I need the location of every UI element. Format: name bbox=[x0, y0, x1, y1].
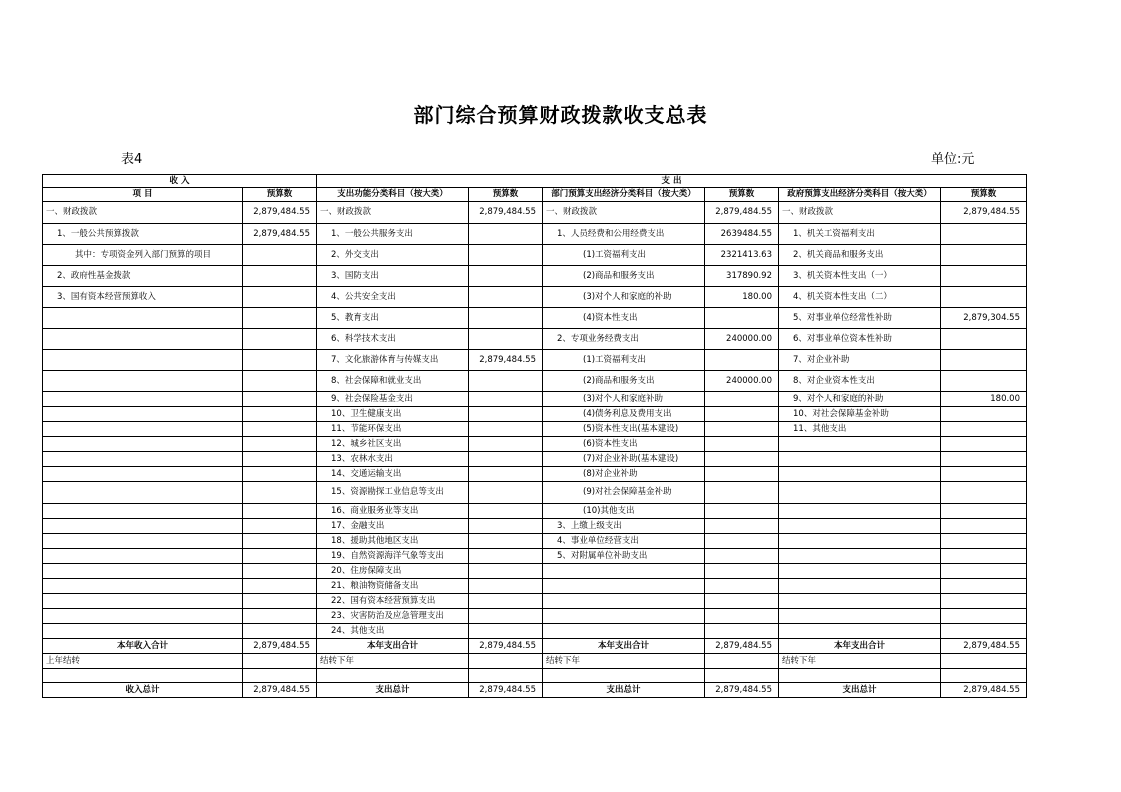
item-cell: 5、教育支出 bbox=[317, 308, 469, 329]
amount-cell: 180.00 bbox=[705, 287, 779, 308]
item-cell: 一、财政拨款 bbox=[779, 202, 941, 224]
amount-cell bbox=[469, 308, 543, 329]
amount-cell bbox=[243, 350, 317, 371]
page-title: 部门综合预算财政拨款收支总表 bbox=[413, 103, 708, 127]
amount-cell bbox=[469, 371, 543, 392]
item-cell: 10、卫生健康支出 bbox=[317, 407, 469, 422]
item-cell: 20、住房保障支出 bbox=[317, 564, 469, 579]
item-cell bbox=[43, 579, 243, 594]
item-cell: (4)债务利息及费用支出 bbox=[543, 407, 705, 422]
table-row bbox=[43, 287, 1027, 308]
item-cell bbox=[543, 669, 705, 683]
income-header: 收 入 bbox=[43, 175, 317, 188]
item-cell: 18、援助其他地区支出 bbox=[317, 534, 469, 549]
item-cell bbox=[543, 624, 705, 639]
item-cell: 14、交通运输支出 bbox=[317, 467, 469, 482]
amount-cell bbox=[469, 329, 543, 350]
item-cell: (7)对企业补助(基本建设) bbox=[543, 452, 705, 467]
item-cell: 11、节能环保支出 bbox=[317, 422, 469, 437]
amount-cell bbox=[705, 579, 779, 594]
table-row bbox=[43, 329, 1027, 350]
amount-cell bbox=[469, 245, 543, 266]
item-cell bbox=[43, 669, 243, 683]
item-cell: (3)对个人和家庭的补助 bbox=[543, 287, 705, 308]
amount-cell bbox=[243, 654, 317, 669]
amount-cell: 240000.00 bbox=[705, 371, 779, 392]
amount-cell bbox=[243, 519, 317, 534]
amount-cell: 2321413.63 bbox=[705, 245, 779, 266]
table-row bbox=[43, 669, 1027, 683]
item-cell: 8、社会保障和就业支出 bbox=[317, 371, 469, 392]
item-cell bbox=[43, 407, 243, 422]
amount-cell bbox=[705, 504, 779, 519]
amount-cell bbox=[469, 519, 543, 534]
amount-cell: 2,879,484.55 bbox=[469, 683, 543, 698]
header-row-group bbox=[43, 175, 1027, 188]
amount-cell bbox=[243, 329, 317, 350]
item-cell: 一、财政拨款 bbox=[317, 202, 469, 224]
item-cell bbox=[543, 609, 705, 624]
amount-cell: 240000.00 bbox=[705, 329, 779, 350]
item-cell: 本年支出合计 bbox=[543, 639, 705, 654]
amount-cell bbox=[705, 422, 779, 437]
amount-cell: 2,879,484.55 bbox=[469, 639, 543, 654]
amount-cell bbox=[469, 407, 543, 422]
amount-cell bbox=[705, 534, 779, 549]
column-header: 预算数 bbox=[705, 188, 779, 202]
amount-cell bbox=[469, 287, 543, 308]
amount-cell bbox=[705, 609, 779, 624]
item-cell: 17、金融支出 bbox=[317, 519, 469, 534]
item-cell: 5、对附属单位补助支出 bbox=[543, 549, 705, 564]
amount-cell bbox=[705, 549, 779, 564]
item-cell bbox=[779, 579, 941, 594]
amount-cell bbox=[941, 482, 1027, 504]
item-cell bbox=[779, 534, 941, 549]
item-cell: (4)资本性支出 bbox=[543, 308, 705, 329]
item-cell bbox=[779, 482, 941, 504]
amount-cell bbox=[941, 224, 1027, 245]
amount-cell bbox=[469, 266, 543, 287]
item-cell: 23、灾害防治及应急管理支出 bbox=[317, 609, 469, 624]
item-cell: 收入总计 bbox=[43, 683, 243, 698]
amount-cell bbox=[469, 482, 543, 504]
item-cell bbox=[43, 564, 243, 579]
amount-cell bbox=[705, 407, 779, 422]
amount-cell bbox=[705, 519, 779, 534]
table-row bbox=[43, 245, 1027, 266]
amount-cell: 2,879,304.55 bbox=[941, 308, 1027, 329]
amount-cell: 2,879,484.55 bbox=[705, 639, 779, 654]
item-cell: 结转下年 bbox=[779, 654, 941, 669]
item-cell: (1)工资福利支出 bbox=[543, 350, 705, 371]
amount-cell bbox=[243, 392, 317, 407]
amount-cell bbox=[941, 287, 1027, 308]
item-cell: (3)对个人和家庭补助 bbox=[543, 392, 705, 407]
table-row bbox=[43, 683, 1027, 698]
amount-cell bbox=[941, 519, 1027, 534]
item-cell bbox=[43, 392, 243, 407]
amount-cell bbox=[243, 549, 317, 564]
item-cell bbox=[43, 519, 243, 534]
amount-cell bbox=[941, 534, 1027, 549]
table-row bbox=[43, 549, 1027, 564]
item-cell: 结转下年 bbox=[543, 654, 705, 669]
item-cell: (1)工资福利支出 bbox=[543, 245, 705, 266]
amount-cell bbox=[941, 266, 1027, 287]
amount-cell bbox=[469, 467, 543, 482]
table-row bbox=[43, 624, 1027, 639]
amount-cell bbox=[941, 594, 1027, 609]
item-cell: 本年支出合计 bbox=[779, 639, 941, 654]
item-cell: 本年收入合计 bbox=[43, 639, 243, 654]
column-header: 预算数 bbox=[941, 188, 1027, 202]
table-row bbox=[43, 266, 1027, 287]
item-cell: 3、机关资本性支出（一） bbox=[779, 266, 941, 287]
item-cell bbox=[43, 422, 243, 437]
amount-cell bbox=[941, 422, 1027, 437]
table-row bbox=[43, 519, 1027, 534]
amount-cell bbox=[941, 329, 1027, 350]
item-cell: 3、国防支出 bbox=[317, 266, 469, 287]
amount-cell bbox=[941, 549, 1027, 564]
table-row bbox=[43, 564, 1027, 579]
item-cell: (2)商品和服务支出 bbox=[543, 266, 705, 287]
item-cell bbox=[779, 624, 941, 639]
table-row bbox=[43, 422, 1027, 437]
amount-cell bbox=[941, 609, 1027, 624]
item-cell bbox=[43, 371, 243, 392]
item-cell: (10)其他支出 bbox=[543, 504, 705, 519]
table-row bbox=[43, 371, 1027, 392]
amount-cell bbox=[705, 467, 779, 482]
amount-cell: 180.00 bbox=[941, 392, 1027, 407]
item-cell: 4、事业单位经营支出 bbox=[543, 534, 705, 549]
column-header: 项 目 bbox=[43, 188, 243, 202]
amount-cell bbox=[941, 579, 1027, 594]
amount-cell bbox=[941, 504, 1027, 519]
item-cell bbox=[779, 519, 941, 534]
item-cell: 2、专项业务经费支出 bbox=[543, 329, 705, 350]
table-row bbox=[43, 467, 1027, 482]
column-header: 政府预算支出经济分类科目（按大类） bbox=[779, 188, 941, 202]
amount-cell bbox=[469, 549, 543, 564]
amount-cell bbox=[243, 467, 317, 482]
amount-cell bbox=[941, 467, 1027, 482]
amount-cell: 2,879,484.55 bbox=[243, 202, 317, 224]
item-cell: 1、一般公共预算拨款 bbox=[43, 224, 243, 245]
item-cell bbox=[779, 467, 941, 482]
amount-cell bbox=[469, 437, 543, 452]
amount-cell bbox=[243, 564, 317, 579]
amount-cell: 2639484.55 bbox=[705, 224, 779, 245]
table-row bbox=[43, 224, 1027, 245]
amount-cell bbox=[243, 482, 317, 504]
item-cell: 7、对企业补助 bbox=[779, 350, 941, 371]
item-cell: 2、机关商品和服务支出 bbox=[779, 245, 941, 266]
item-cell: 12、城乡社区支出 bbox=[317, 437, 469, 452]
table-row bbox=[43, 452, 1027, 467]
item-cell: 2、外交支出 bbox=[317, 245, 469, 266]
item-cell: 本年支出合计 bbox=[317, 639, 469, 654]
item-cell bbox=[43, 329, 243, 350]
item-cell: (9)对社会保障基金补助 bbox=[543, 482, 705, 504]
item-cell: 一、财政拨款 bbox=[543, 202, 705, 224]
item-cell: 22、国有资本经营预算支出 bbox=[317, 594, 469, 609]
column-header: 支出功能分类科目（按大类） bbox=[317, 188, 469, 202]
amount-cell bbox=[941, 452, 1027, 467]
amount-cell bbox=[243, 534, 317, 549]
amount-cell bbox=[243, 437, 317, 452]
amount-cell bbox=[705, 594, 779, 609]
item-cell: 1、机关工资福利支出 bbox=[779, 224, 941, 245]
amount-cell bbox=[705, 452, 779, 467]
amount-cell bbox=[469, 224, 543, 245]
amount-cell bbox=[705, 308, 779, 329]
amount-cell bbox=[705, 392, 779, 407]
amount-cell bbox=[941, 437, 1027, 452]
amount-cell bbox=[941, 624, 1027, 639]
item-cell: 1、人员经费和公用经费支出 bbox=[543, 224, 705, 245]
item-cell: 支出总计 bbox=[543, 683, 705, 698]
column-header: 预算数 bbox=[469, 188, 543, 202]
amount-cell: 2,879,484.55 bbox=[705, 202, 779, 224]
item-cell: 支出总计 bbox=[317, 683, 469, 698]
item-cell: 2、政府性基金拨款 bbox=[43, 266, 243, 287]
amount-cell bbox=[705, 624, 779, 639]
item-cell: 16、商业服务业等支出 bbox=[317, 504, 469, 519]
item-cell bbox=[779, 549, 941, 564]
item-cell: 21、粮油物资储备支出 bbox=[317, 579, 469, 594]
table-row bbox=[43, 202, 1027, 224]
item-cell: 支出总计 bbox=[779, 683, 941, 698]
amount-cell bbox=[941, 407, 1027, 422]
amount-cell bbox=[243, 624, 317, 639]
item-cell bbox=[43, 504, 243, 519]
amount-cell bbox=[243, 504, 317, 519]
amount-cell bbox=[243, 407, 317, 422]
item-cell bbox=[779, 609, 941, 624]
amount-cell bbox=[705, 564, 779, 579]
table-row bbox=[43, 639, 1027, 654]
item-cell: 5、对事业单位经常性补助 bbox=[779, 308, 941, 329]
table-row bbox=[43, 504, 1027, 519]
amount-cell: 2,879,484.55 bbox=[941, 683, 1027, 698]
amount-cell: 2,879,484.55 bbox=[469, 202, 543, 224]
amount-cell bbox=[243, 287, 317, 308]
amount-cell bbox=[243, 308, 317, 329]
item-cell: 24、其他支出 bbox=[317, 624, 469, 639]
table-row bbox=[43, 609, 1027, 624]
amount-cell bbox=[705, 669, 779, 683]
amount-cell: 2,879,484.55 bbox=[243, 683, 317, 698]
table-row bbox=[43, 308, 1027, 329]
item-cell: 其中：专项资金列入部门预算的项目 bbox=[43, 245, 243, 266]
item-cell bbox=[43, 350, 243, 371]
item-cell bbox=[43, 452, 243, 467]
amount-cell bbox=[243, 245, 317, 266]
item-cell: 15、资源勘探工业信息等支出 bbox=[317, 482, 469, 504]
amount-cell bbox=[469, 564, 543, 579]
amount-cell bbox=[941, 654, 1027, 669]
amount-cell bbox=[941, 669, 1027, 683]
table-row bbox=[43, 407, 1027, 422]
amount-cell bbox=[243, 266, 317, 287]
item-cell bbox=[543, 594, 705, 609]
expense-header: 支 出 bbox=[317, 175, 1027, 188]
item-cell bbox=[543, 564, 705, 579]
amount-cell bbox=[705, 482, 779, 504]
item-cell bbox=[43, 624, 243, 639]
item-cell bbox=[43, 594, 243, 609]
item-cell bbox=[317, 669, 469, 683]
item-cell bbox=[43, 467, 243, 482]
item-cell: 10、对社会保障基金补助 bbox=[779, 407, 941, 422]
item-cell bbox=[779, 452, 941, 467]
amount-cell: 2,879,484.55 bbox=[941, 202, 1027, 224]
amount-cell bbox=[243, 579, 317, 594]
item-cell: 一、财政拨款 bbox=[43, 202, 243, 224]
budget-table bbox=[42, 174, 1027, 698]
amount-cell bbox=[705, 350, 779, 371]
amount-cell bbox=[243, 609, 317, 624]
amount-cell bbox=[243, 371, 317, 392]
item-cell: 7、文化旅游体育与传媒支出 bbox=[317, 350, 469, 371]
item-cell: (2)商品和服务支出 bbox=[543, 371, 705, 392]
amount-cell bbox=[469, 422, 543, 437]
item-cell bbox=[43, 308, 243, 329]
unit-label: 单位:元 bbox=[931, 152, 975, 167]
item-cell: (8)对企业补助 bbox=[543, 467, 705, 482]
header-row-columns bbox=[43, 188, 1027, 202]
amount-cell bbox=[705, 654, 779, 669]
column-header: 预算数 bbox=[243, 188, 317, 202]
amount-cell: 317890.92 bbox=[705, 266, 779, 287]
table-row bbox=[43, 350, 1027, 371]
amount-cell: 2,879,484.55 bbox=[243, 639, 317, 654]
item-cell bbox=[43, 482, 243, 504]
item-cell: 3、国有资本经营预算收入 bbox=[43, 287, 243, 308]
item-cell: 11、其他支出 bbox=[779, 422, 941, 437]
item-cell: 上年结转 bbox=[43, 654, 243, 669]
amount-cell bbox=[469, 452, 543, 467]
item-cell bbox=[43, 549, 243, 564]
amount-cell bbox=[469, 609, 543, 624]
table-row bbox=[43, 534, 1027, 549]
amount-cell: 2,879,484.55 bbox=[469, 350, 543, 371]
item-cell: 3、上缴上级支出 bbox=[543, 519, 705, 534]
item-cell: 6、科学技术支出 bbox=[317, 329, 469, 350]
item-cell bbox=[779, 564, 941, 579]
item-cell bbox=[779, 437, 941, 452]
item-cell: (6)资本性支出 bbox=[543, 437, 705, 452]
item-cell bbox=[779, 504, 941, 519]
amount-cell bbox=[469, 504, 543, 519]
item-cell bbox=[543, 579, 705, 594]
amount-cell bbox=[469, 624, 543, 639]
amount-cell: 2,879,484.55 bbox=[705, 683, 779, 698]
amount-cell bbox=[941, 371, 1027, 392]
item-cell bbox=[779, 669, 941, 683]
item-cell bbox=[43, 437, 243, 452]
item-cell: 9、对个人和家庭的补助 bbox=[779, 392, 941, 407]
amount-cell bbox=[941, 564, 1027, 579]
amount-cell bbox=[941, 350, 1027, 371]
item-cell: 4、机关资本性支出（二） bbox=[779, 287, 941, 308]
table-number: 表4 bbox=[121, 152, 143, 167]
item-cell bbox=[779, 594, 941, 609]
amount-cell: 2,879,484.55 bbox=[941, 639, 1027, 654]
item-cell: 6、对事业单位资本性补助 bbox=[779, 329, 941, 350]
amount-cell bbox=[469, 579, 543, 594]
amount-cell bbox=[243, 452, 317, 467]
item-cell: 结转下年 bbox=[317, 654, 469, 669]
item-cell bbox=[43, 534, 243, 549]
amount-cell bbox=[243, 422, 317, 437]
item-cell bbox=[43, 609, 243, 624]
amount-cell bbox=[243, 594, 317, 609]
item-cell: 1、一般公共服务支出 bbox=[317, 224, 469, 245]
table-row bbox=[43, 482, 1027, 504]
item-cell: 4、公共安全支出 bbox=[317, 287, 469, 308]
item-cell: 13、农林水支出 bbox=[317, 452, 469, 467]
amount-cell bbox=[469, 669, 543, 683]
amount-cell bbox=[941, 245, 1027, 266]
amount-cell bbox=[243, 669, 317, 683]
item-cell: (5)资本性支出(基本建设) bbox=[543, 422, 705, 437]
item-cell: 8、对企业资本性支出 bbox=[779, 371, 941, 392]
amount-cell bbox=[469, 594, 543, 609]
amount-cell bbox=[469, 534, 543, 549]
amount-cell bbox=[469, 392, 543, 407]
amount-cell bbox=[469, 654, 543, 669]
table-row bbox=[43, 437, 1027, 452]
amount-cell bbox=[705, 437, 779, 452]
item-cell: 9、社会保险基金支出 bbox=[317, 392, 469, 407]
amount-cell: 2,879,484.55 bbox=[243, 224, 317, 245]
table-row bbox=[43, 654, 1027, 669]
table-row bbox=[43, 594, 1027, 609]
column-header: 部门预算支出经济分类科目（按大类） bbox=[543, 188, 705, 202]
table-row bbox=[43, 579, 1027, 594]
table-row bbox=[43, 392, 1027, 407]
item-cell: 19、自然资源海洋气象等支出 bbox=[317, 549, 469, 564]
